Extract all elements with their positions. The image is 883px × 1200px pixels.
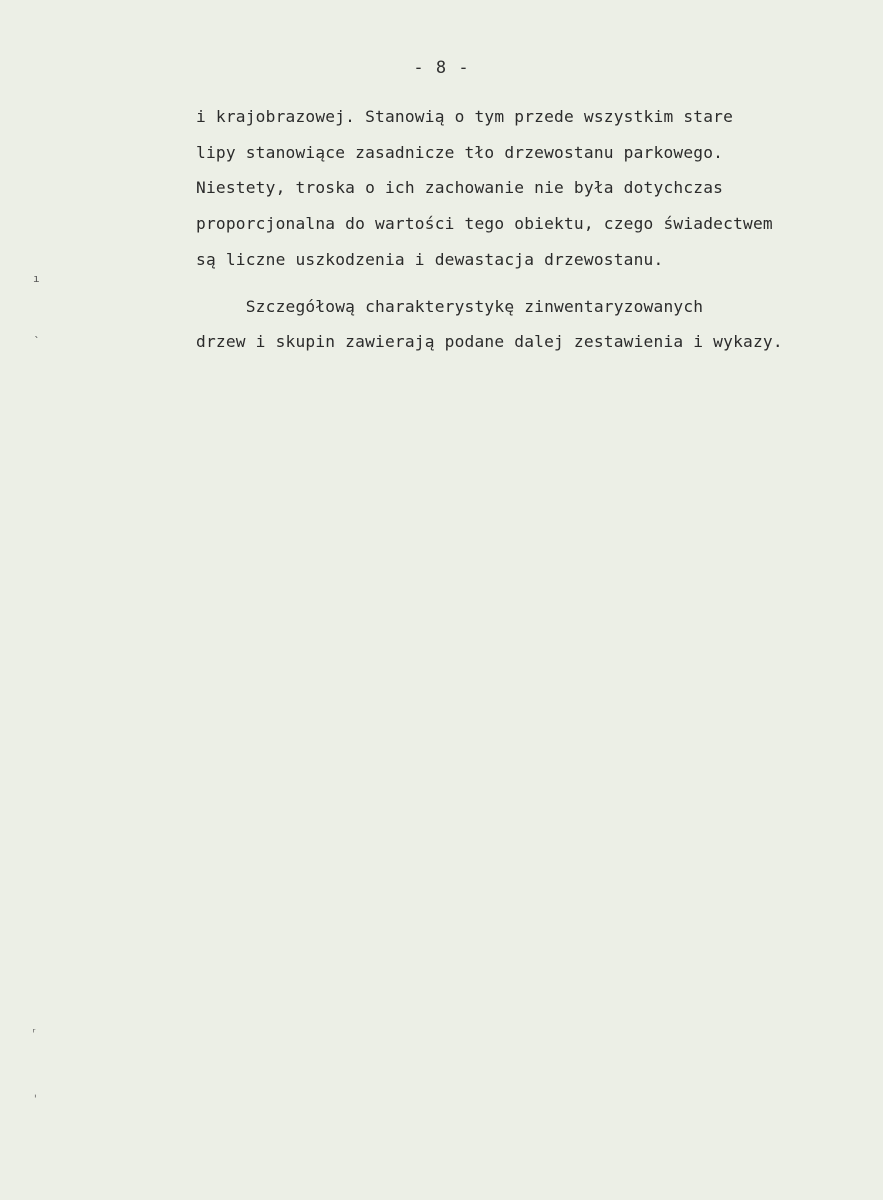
text-line: są liczne uszkodzenia i dewastacja drzewostanu. bbox=[196, 250, 664, 269]
binding-hole-mark: ı bbox=[33, 272, 40, 285]
binding-hole-mark: ʳ bbox=[31, 1026, 38, 1039]
page-number: - 8 - bbox=[413, 58, 470, 78]
text-line: lipy stanowiące zasadnicze tło drzewostanu parkowego. bbox=[196, 143, 724, 162]
binding-hole-mark: ˎ bbox=[33, 325, 40, 338]
text-line: proporcjonalna do wartości tego obiektu, czego świadectwem bbox=[196, 214, 773, 233]
text-line: i krajobrazowej. Stanowią o tym przede wszystkim stare bbox=[196, 107, 734, 126]
binding-hole-mark: ˌ bbox=[32, 1086, 39, 1099]
text-line: drzew i skupin zawierają podane dalej zestawienia i wykazy. bbox=[196, 332, 783, 351]
text-line: Szczegółową charakterystykę zinwentaryzowanych bbox=[196, 297, 704, 316]
text-line: Niestety, troska o ich zachowanie nie była dotychczas bbox=[196, 178, 724, 197]
